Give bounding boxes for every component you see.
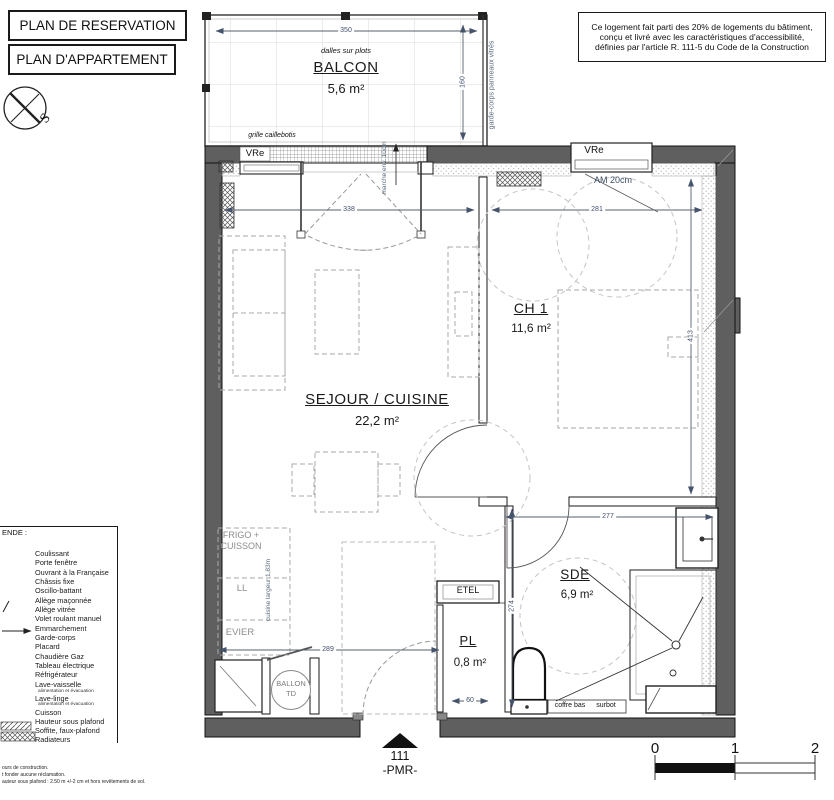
legend-item: Garde-corps — [35, 633, 76, 642]
pmr-label: -PMR- — [382, 763, 418, 777]
legend-subnote: alimentation et évacuation — [38, 702, 94, 707]
lot-number: 111 — [390, 749, 410, 763]
legend-item: Radiateurs — [35, 735, 71, 744]
room-name-sde: SDE — [560, 567, 590, 582]
room-area-sde: 6,9 m² — [560, 589, 594, 601]
interior-walls — [262, 177, 716, 714]
notice-line-3: définies par l'article R. 111-5 du Code de la Construction — [595, 42, 809, 52]
legend-item: Ouvrant à la Française — [35, 568, 109, 577]
accessibility-notice — [578, 12, 826, 62]
garde-corps-note: garde-corps panneaux vitrés — [488, 40, 496, 130]
legend-item: Lave-vaisselle — [35, 680, 82, 689]
legend-item: Réfrigérateur — [35, 670, 78, 679]
legend-item: Allège maçonnée — [35, 596, 92, 605]
room-area-ch1: 11,6 m² — [511, 321, 551, 335]
furniture — [218, 236, 698, 714]
lave-linge-label: LL — [236, 583, 248, 594]
grille-caillebotis-note: grille caillebotis — [248, 132, 296, 139]
ballon-label-line1: BALLON — [276, 679, 306, 688]
entrance-arrow-icon — [382, 733, 418, 748]
dim-sde-height: 274 — [508, 600, 516, 612]
legend-item: Coulissant — [35, 549, 70, 558]
cuisine-largeur-note: cuisine largeur 1,83m — [264, 558, 272, 622]
legend-item: Porte fenêtre — [35, 558, 78, 567]
cuisson-label: CUISSON — [220, 541, 262, 551]
marche-note: marche env. 10cm — [380, 141, 388, 195]
vre-label-ch1: VRe — [584, 145, 604, 156]
legend-item: Oscillo-battant — [35, 586, 82, 595]
evier-label: EVIER — [225, 627, 255, 638]
scale-label-1: 1 — [730, 740, 740, 757]
compass-south-label: S — [37, 110, 54, 127]
scale-label-2: 2 — [810, 740, 820, 757]
surbot-label: surbot — [596, 702, 616, 709]
notice-line-2: conçu et livré avec les caractéristiques d'accessibilité, — [599, 32, 805, 42]
ballon-label-line2: TD — [286, 689, 296, 698]
dim-balcon-width: 350 — [340, 27, 352, 34]
door-swings — [264, 174, 569, 715]
legend-item: Lave-linge — [35, 694, 69, 703]
legend-item: Placard — [35, 642, 60, 651]
scale-bar — [655, 755, 815, 780]
dim-ch1-width: 281 — [591, 206, 603, 213]
dim-pl-width: 60 — [466, 697, 474, 704]
dim-cuisine-width: 289 — [322, 646, 334, 653]
title-apartment-text: PLAN D'APPARTEMENT — [16, 52, 168, 67]
room-name-sejour: SEJOUR / CUISINE — [305, 391, 449, 408]
dim-sejour-width: 338 — [343, 206, 355, 213]
legend-item: Allège vitrée — [35, 605, 76, 614]
frigo-label: FRIGO + — [222, 530, 260, 540]
scale-label-0: 0 — [650, 740, 660, 757]
legend-item: Châssis fixe — [35, 577, 75, 586]
room-area-balcon: 5,6 m² — [327, 81, 365, 96]
footnote-line-3: auteur sous plafond : 2.50 m +/-2 cm et hors revêtements de sol. — [2, 779, 146, 785]
legend-item: Emmarchement — [35, 624, 87, 633]
room-name-ch1: CH 1 — [513, 300, 549, 316]
legend-item: Volet roulant manuel — [35, 614, 102, 623]
legend-item: Cuisson — [35, 708, 62, 717]
legend-subnote: alimentation et évacuation — [38, 689, 94, 694]
title-reservation-text: PLAN DE RESERVATION — [19, 18, 176, 33]
dim-sde-width: 277 — [602, 513, 614, 520]
legend-item: Soffite, faux-plafond — [35, 726, 100, 735]
title-plan-appartement — [8, 44, 176, 75]
dim-ch1-height: 413 — [687, 330, 695, 342]
title-plan-reservation — [8, 10, 187, 41]
am-20cm-note: AM 20cm — [593, 175, 633, 185]
compass-icon — [4, 87, 46, 129]
balcony-dalles-note: dalles sur plots — [320, 46, 372, 55]
footnote-line-1: ours de construction. — [2, 765, 49, 771]
legend-item: Tableau électrique — [35, 661, 95, 670]
room-name-balcon: BALCON — [313, 59, 379, 76]
footnote-line-2: t fonder aucune réclamation. — [2, 772, 66, 778]
dim-balcon-depth: 160 — [459, 76, 467, 88]
coffre-bas-label: coffre bas — [554, 702, 586, 709]
exterior-walls — [205, 146, 740, 737]
notice-line-1: Ce logement fait parti des 20% de logements du bâtiment, — [591, 22, 813, 32]
legend-item: Hauteur sous plafond — [35, 717, 105, 726]
etel-label: ETEL — [456, 585, 480, 595]
vre-label-sejour: VRe — [245, 148, 265, 159]
room-name-pl: PL — [459, 633, 477, 648]
room-area-pl: 0,8 m² — [453, 657, 487, 669]
legend-title: ENDE : — [2, 528, 28, 537]
room-area-sejour: 22,2 m² — [354, 413, 400, 428]
legend-item: Chaudière Gaz — [35, 652, 85, 661]
